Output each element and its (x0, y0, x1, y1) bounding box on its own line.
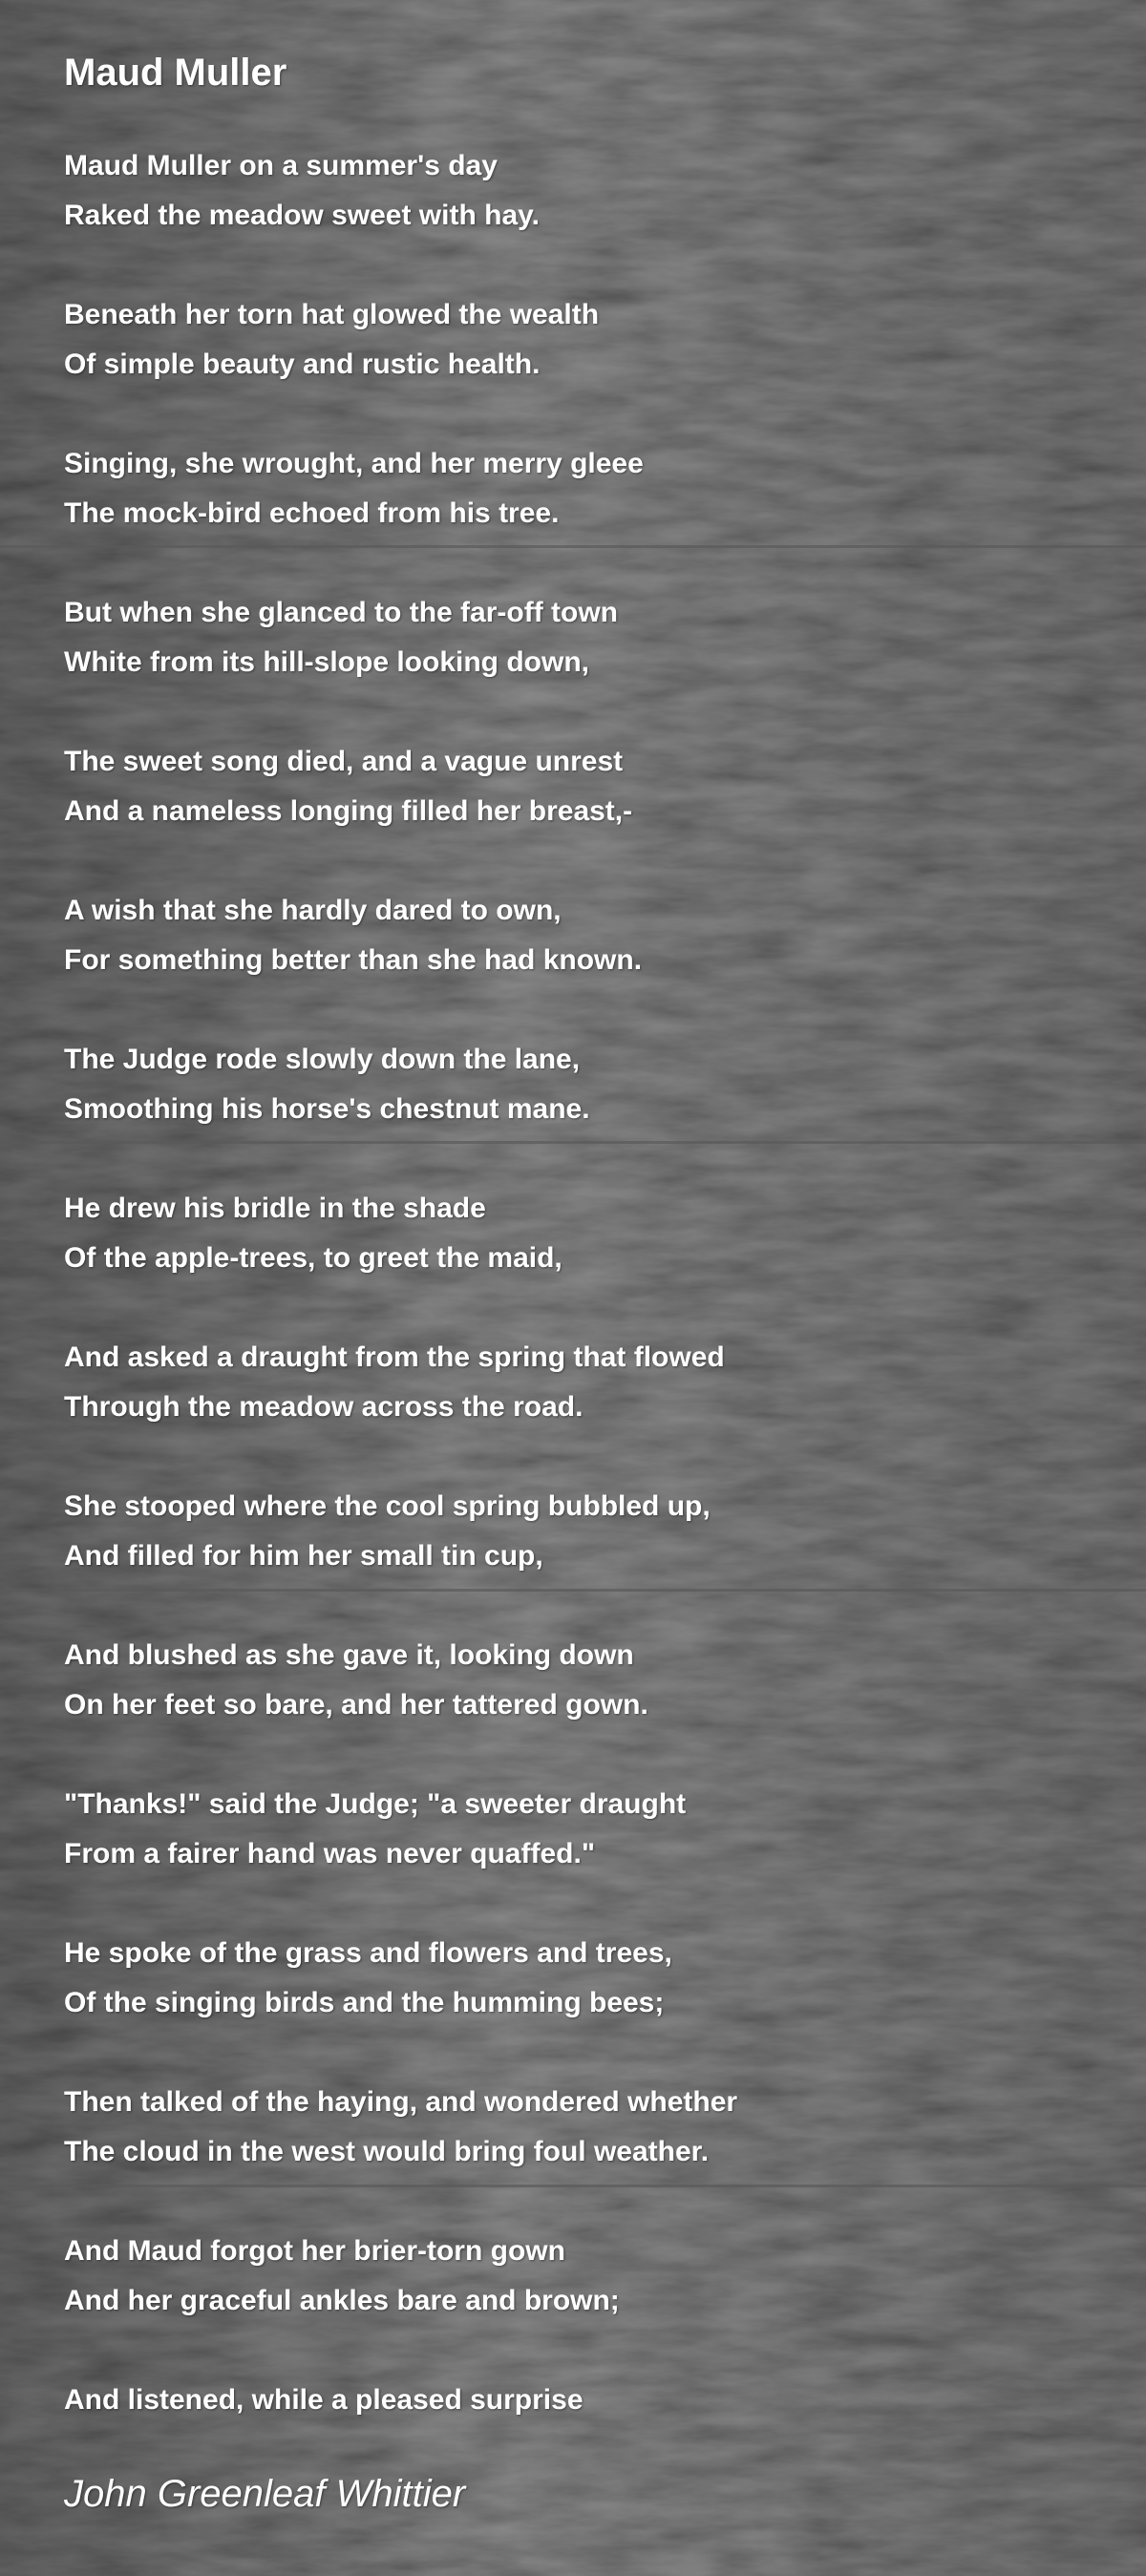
poem-stanza (64, 1631, 1095, 1730)
poem-line: A wish that she hardly dared to own, (64, 895, 562, 926)
poem-line: And blushed as she gave it, looking down (64, 1639, 634, 1671)
poem-stanza (64, 1482, 1095, 1581)
poem-line: And asked a draught from the spring that flowed (64, 1341, 725, 1373)
poem-line: And a nameless longing filled her breast,- (64, 795, 633, 827)
poem-line: And Maud forgot her brier-torn gown (64, 2235, 565, 2267)
poem-line: And listened, while a pleased surprise (64, 2384, 584, 2416)
poem-stanza (64, 1035, 1095, 1134)
poem-line: White from its hill-slope looking down, (64, 646, 589, 678)
poem-line: Beneath her torn hat glowed the wealth (64, 299, 600, 330)
poem-stanza (64, 1184, 1095, 1283)
poem-container (64, 50, 1095, 2517)
poem-line: The Judge rode slowly down the lane, (64, 1044, 581, 1075)
poem-line: Singing, she wrought, and her merry gleee (64, 448, 644, 479)
poem-stanza (64, 737, 1095, 836)
poem-stanza (64, 2227, 1095, 2326)
poem-line: From a fairer hand was never quaffed." (64, 1838, 596, 1869)
poem-line: "Thanks!" said the Judge; "a sweeter draught (64, 1788, 687, 1820)
poem-author: John Greenleaf Whittier (64, 2473, 466, 2515)
poem-line: Smoothing his horse's chestnut mane. (64, 1093, 590, 1125)
poem-line: He drew his bridle in the shade (64, 1193, 486, 1224)
poem-line: He spoke of the grass and flowers and trees, (64, 1937, 672, 1969)
poem-line: Through the meadow across the road. (64, 1391, 584, 1423)
poem-line: The sweet song died, and a vague unrest (64, 746, 624, 777)
poem-stanza (64, 1780, 1095, 1879)
poem-line: And filled for him her small tin cup, (64, 1540, 543, 1572)
poem-line: And her graceful ankles bare and brown; (64, 2285, 620, 2316)
poem-stanza (64, 1333, 1095, 1432)
poem-line: Maud Muller on a summer's day (64, 150, 498, 181)
poem-body (64, 141, 1095, 2425)
poem-line: Then talked of the haying, and wondered whether (64, 2086, 738, 2118)
poem-stanza (64, 2078, 1095, 2177)
poem-line: Of simple beauty and rustic health. (64, 348, 541, 380)
poem-line: On her feet so bare, and her tattered gown. (64, 1689, 648, 1721)
poem-line: The mock-bird echoed from his tree. (64, 497, 560, 529)
poem-stanza (64, 439, 1095, 538)
poem-stanza (64, 886, 1095, 985)
poem-line: Raked the meadow sweet with hay. (64, 200, 540, 231)
poem-line: But when she glanced to the far-off town (64, 597, 618, 628)
poem-line: Of the apple-trees, to greet the maid, (64, 1242, 562, 1274)
poem-line: Of the singing birds and the humming bees; (64, 1987, 665, 2018)
poem-stanza (64, 290, 1095, 390)
poem-line: She stooped where the cool spring bubbled up, (64, 1490, 711, 1522)
poem-stanza (64, 2375, 1095, 2425)
poem-stanza (64, 588, 1095, 687)
poem-line: For something better than she had known. (64, 944, 643, 976)
poem-line: The cloud in the west would bring foul weather. (64, 2136, 710, 2167)
poem-stanza (64, 141, 1095, 241)
poem-stanza (64, 1929, 1095, 2028)
poem-title: Maud Muller (64, 52, 287, 94)
